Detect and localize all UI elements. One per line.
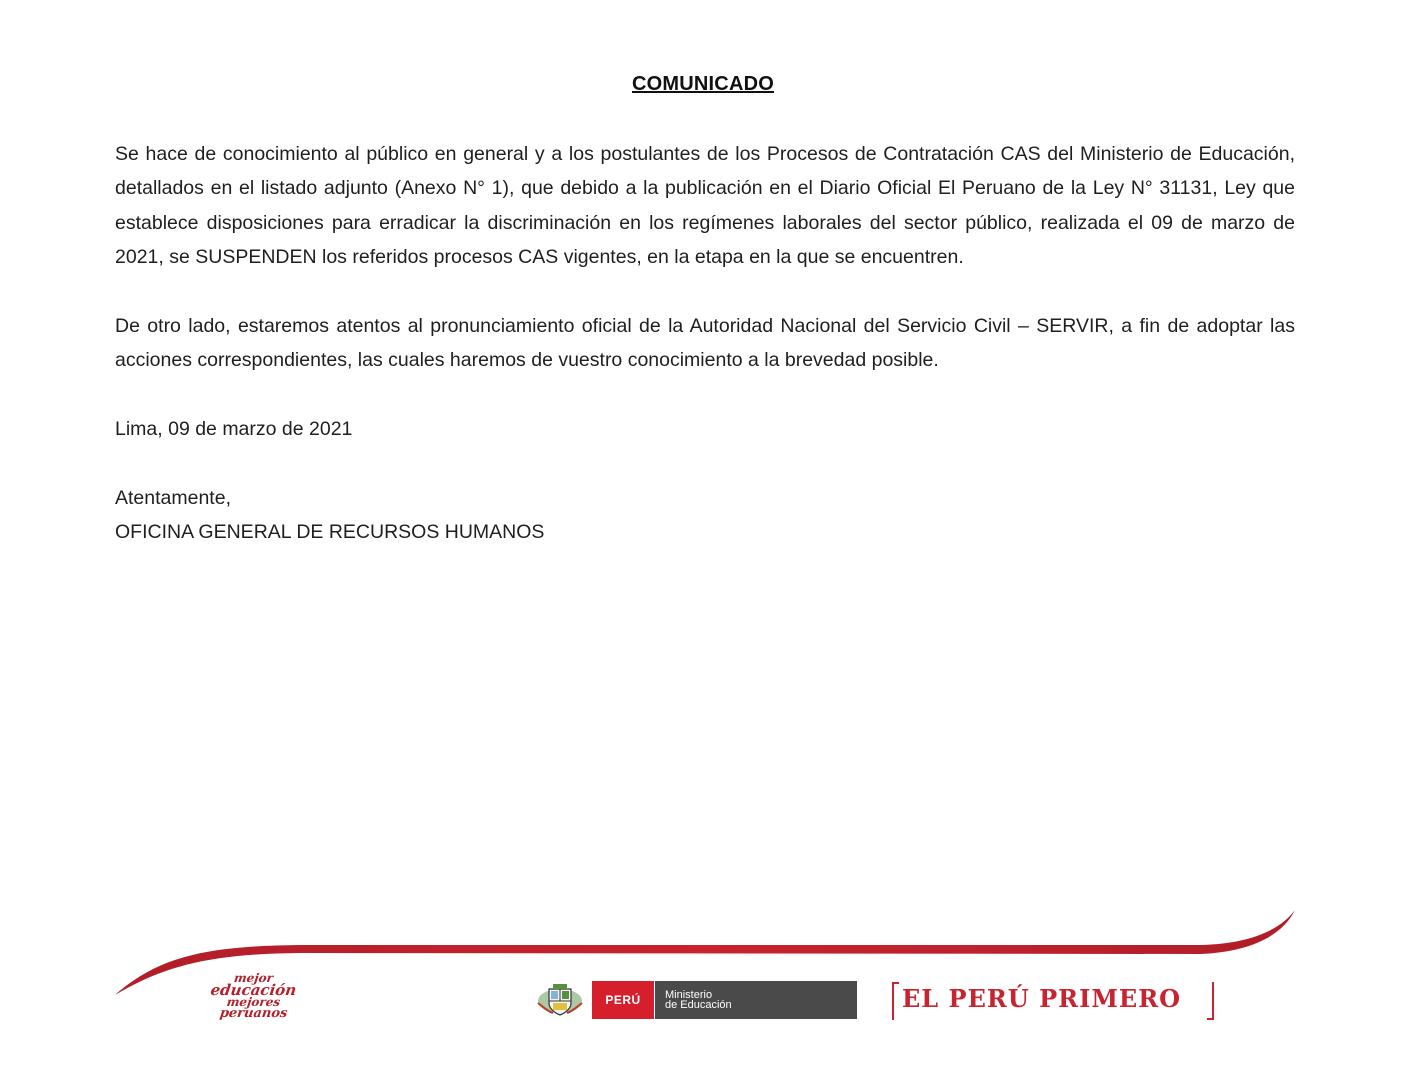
document-title: COMUNICADO <box>632 73 774 95</box>
slogan-line-4: peruanos <box>218 1006 289 1021</box>
paragraph-servir-notice: De otro lado, estaremos atentos al pronunciamiento oficial de la Autoridad Nacional del Servicio Civil – SERVIR, a fin de adoptar las acciones correspondientes, las cuales haremos de vuestro conocimiento a la brevedad posible. <box>115 315 1295 372</box>
peru-label: PERÚ <box>592 981 654 1019</box>
el-peru-primero-logo <box>892 982 1214 1020</box>
closing-salutation: Atentamente, <box>115 487 231 509</box>
bracket-right-icon <box>1207 982 1214 1020</box>
slogan-line-1: mejor <box>233 971 274 985</box>
signing-office: OFICINA GENERAL DE RECURSOS HUMANOS <box>115 521 545 543</box>
pp-el: EL <box>902 984 940 1013</box>
slogan-line-2: educación <box>209 981 298 999</box>
coat-of-arms-icon <box>535 981 585 1019</box>
ministry-line-1: Ministerio <box>665 989 713 1001</box>
bracket-left-icon <box>892 982 899 1020</box>
ministry-name <box>654 981 857 1019</box>
date-line: Lima, 09 de marzo de 2021 <box>115 418 353 440</box>
pp-primero: PRIMERO <box>1039 984 1182 1013</box>
el-peru-primero-text <box>902 984 1181 1013</box>
paragraph-suspension-notice: Se hace de conocimiento al público en general y a los postulantes de los Procesos de Contratación CAS del Ministerio de Educación, detallados en el listado adjunto (Anexo N° 1), que debido a la publicación en el Diario Oficial El Peruano de la Ley N° 31131, Ley que establece disposiciones para erradicar la discriminación en los regímenes laborales del sector público, realizada el 09 de marzo de 2021, se SUSPENDEN los referidos procesos CAS vigentes, en la etapa en la que se encuentren. <box>115 143 1295 268</box>
slogan-line-3: mejores <box>225 995 282 1009</box>
slogan-logo <box>196 972 311 1032</box>
ministry-of-education-logo <box>535 981 857 1019</box>
pp-peru: PERÚ <box>948 984 1030 1013</box>
ministry-line-2: de Educación <box>665 999 732 1011</box>
